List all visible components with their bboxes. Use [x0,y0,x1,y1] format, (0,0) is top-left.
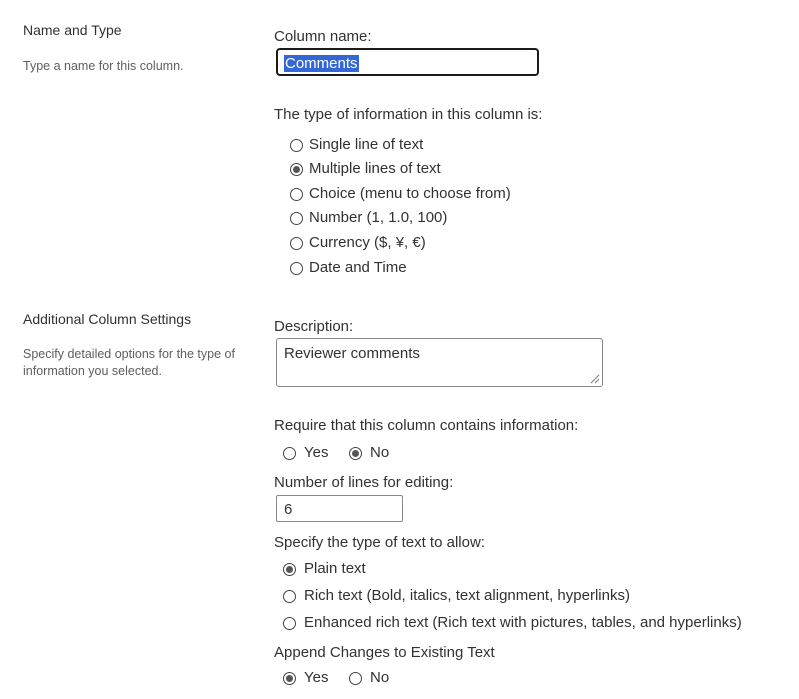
require-option-label[interactable]: Yes [304,444,329,461]
lines-input[interactable] [276,495,403,522]
type-option-label[interactable]: Number (1, 1.0, 100) [309,209,448,226]
column-name-input[interactable] [276,48,539,76]
type-option-label[interactable]: Choice (menu to choose from) [309,185,511,202]
name-and-type-description: Type a name for this column. [23,59,184,73]
type-option-label[interactable]: Multiple lines of text [309,160,441,177]
radio-single-line[interactable] [290,139,303,152]
type-option-label[interactable]: Date and Time [309,259,407,276]
type-option-label[interactable]: Currency ($, ¥, €) [309,234,426,251]
radio-date-time[interactable] [290,262,303,275]
column-name-label: Column name: [274,28,372,45]
name-and-type-title: Name and Type [23,22,122,38]
radio-rich-text[interactable] [283,590,296,603]
text-type-option-label[interactable]: Plain text [304,560,366,577]
radio-append-yes[interactable] [283,672,296,685]
append-option-label[interactable]: No [370,669,390,686]
require-option-label[interactable]: No [370,444,390,461]
additional-settings-description-line2: information you selected. [23,364,162,378]
column-name-value: Comments [285,55,358,72]
description-textarea[interactable] [276,338,603,387]
append-option-label[interactable]: Yes [304,669,329,686]
radio-currency[interactable] [290,237,303,250]
lines-label: Number of lines for editing: [274,474,454,491]
radio-enhanced-rich-text[interactable] [283,617,296,630]
text-type-option-label[interactable]: Enhanced rich text (Rich text with pictures, tables, and hyperlinks) [304,614,742,631]
radio-choice[interactable] [290,188,303,201]
radio-plain-text[interactable] [283,563,296,576]
type-option-label[interactable]: Single line of text [309,136,424,153]
additional-settings-description-line1: Specify detailed options for the type of [23,347,235,361]
resize-grip-icon[interactable] [590,374,600,384]
radio-require-no[interactable] [349,447,362,460]
radio-multiple-lines[interactable] [290,163,303,176]
text-type-label: Specify the type of text to allow: [274,534,485,551]
column-type-label: The type of information in this column is: [274,106,543,123]
lines-value: 6 [284,501,293,518]
text-type-option-label[interactable]: Rich text (Bold, italics, text alignment, hyperlinks) [304,587,630,604]
radio-number[interactable] [290,212,303,225]
description-value: Reviewer comments [284,345,420,362]
description-label: Description: [274,318,354,335]
require-label: Require that this column contains information: [274,417,579,434]
additional-settings-title: Additional Column Settings [23,311,192,327]
radio-require-yes[interactable] [283,447,296,460]
append-label: Append Changes to Existing Text [274,644,495,661]
radio-append-no[interactable] [349,672,362,685]
